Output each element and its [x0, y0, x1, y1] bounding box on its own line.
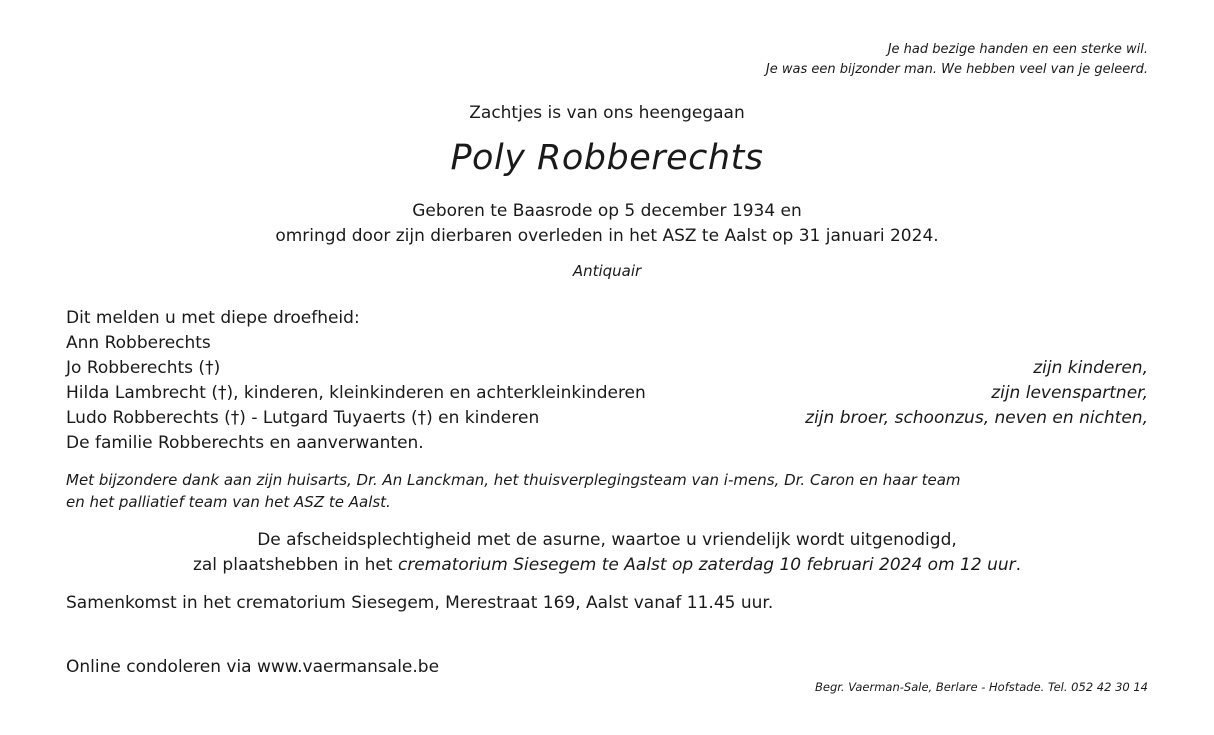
- thanks-note: [66, 469, 1066, 513]
- family-row: [66, 381, 1148, 406]
- family-names: Ann Robberechts: [66, 333, 211, 353]
- ceremony-suffix: .: [1015, 555, 1022, 575]
- family-names: Ludo Robberechts (†) - Lutgard Tuyaerts (†) en kinderen: [66, 408, 540, 428]
- birth-line-2: omringd door zijn dierbaren overleden in het ASZ te Aalst op 31 januari 2024.: [275, 226, 939, 246]
- gathering-info: Samenkomst in het crematorium Siesegem, Merestraat 169, Aalst vanaf 11.45 uur.: [66, 593, 774, 613]
- occupation: Antiquair: [572, 262, 642, 280]
- quote-line-1: Je had bezige handen en een sterke wil.: [887, 42, 1148, 57]
- ceremony-line-1: De afscheidsplechtigheid met de asurne, waartoe u vriendelijk wordt uitgenodigd,: [257, 530, 957, 550]
- birth-death-info: [0, 199, 1214, 249]
- family-row: [66, 331, 1148, 356]
- undertaker-info: Begr. Vaerman-Sale, Berlare - Hofstade. Tel. 052 42 30 14: [814, 680, 1148, 694]
- birth-line-1: Geboren te Baasrode op 5 december 1934 en: [412, 201, 802, 221]
- family-relation: zijn levenspartner,: [991, 383, 1148, 403]
- family-names: Hilda Lambrecht (†), kinderen, kleinkinderen en achterkleinkinderen: [66, 383, 646, 403]
- intro-text: Zachtjes is van ons heengegaan: [469, 103, 745, 123]
- family-names: De familie Robberechts en aanverwanten.: [66, 433, 424, 453]
- online-condolence: Online condoleren via www.vaermansale.be: [66, 657, 440, 677]
- quote-line-2: Je was een bijzonder man. We hebben veel van je geleerd.: [765, 62, 1148, 77]
- family-relation: zijn kinderen,: [1033, 358, 1148, 378]
- announcement-block: [66, 306, 1148, 456]
- family-row: [66, 406, 1148, 431]
- announcement-heading: Dit melden u met diepe droefheid:: [66, 308, 360, 328]
- deceased-name: Poly Robberechts: [450, 138, 764, 178]
- ceremony-location-date: crematorium Siesegem te Aalst op zaterdag 10 februari 2024 om 12 uur: [397, 555, 1016, 575]
- ceremony-info: [0, 528, 1214, 578]
- family-row: [66, 431, 1148, 456]
- thanks-line-2: en het palliatief team van het ASZ te Aalst.: [66, 493, 391, 511]
- ceremony-prefix: zal plaatshebben in het: [192, 555, 398, 575]
- thanks-line-1: Met bijzondere dank aan zijn huisarts, Dr. An Lanckman, het thuisverplegingsteam van i-mens, Dr. Caron en haar team: [66, 471, 961, 489]
- family-names: Jo Robberechts (†): [66, 358, 221, 378]
- family-row: [66, 356, 1148, 381]
- family-relation: zijn broer, schoonzus, neven en nichten,: [805, 408, 1148, 428]
- ceremony-line-2: [0, 553, 1214, 578]
- memorial-quote: [766, 40, 1148, 80]
